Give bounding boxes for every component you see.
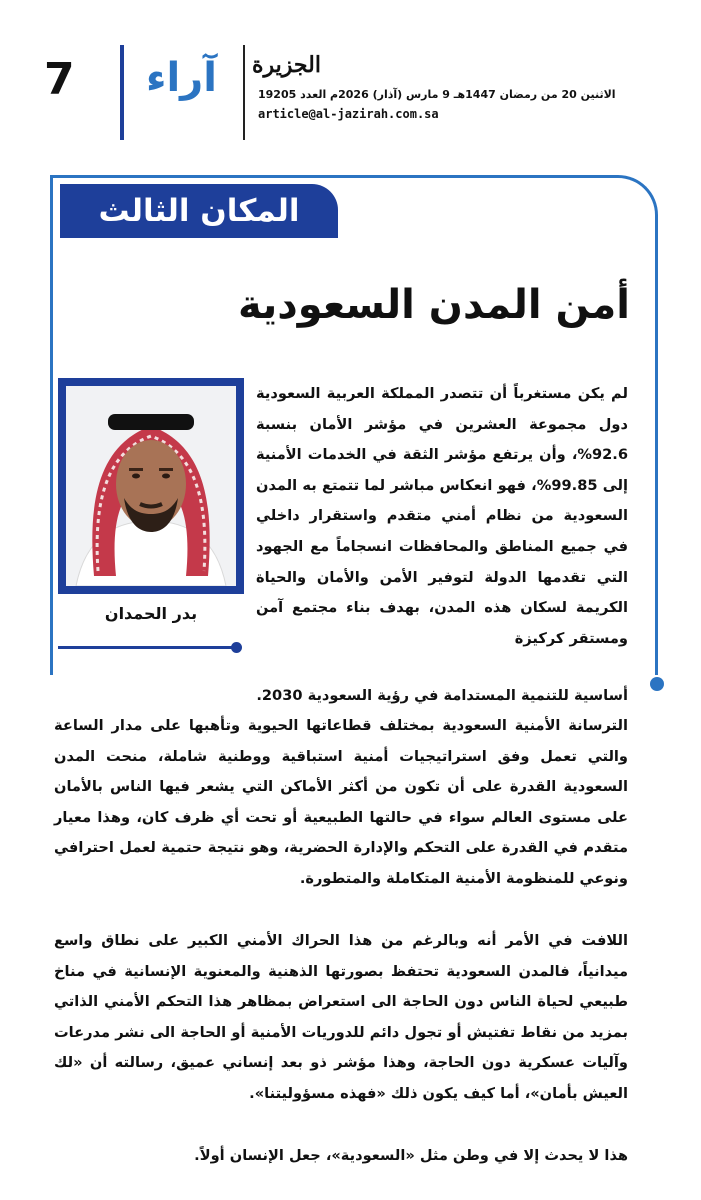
- column-name-tab: [60, 184, 338, 238]
- header-divider: [120, 45, 124, 140]
- article-intro-end: [54, 681, 628, 712]
- article-headline: أمن المدن السعودية: [237, 282, 630, 328]
- body-paragraph: هذا لا يحدث إلا في وطن مثل «السعودية»، جعل الإنسان أولاً.: [194, 1147, 628, 1164]
- contact-email[interactable]: article@al-jazirah.com.sa: [258, 107, 439, 121]
- author-name: بدر الحمدان: [104, 604, 198, 623]
- author-portrait-icon: [66, 386, 236, 586]
- author-underline: [58, 646, 238, 649]
- page-number: 7: [44, 54, 75, 105]
- author-underline-dot: [231, 642, 242, 653]
- author-photo: [66, 386, 236, 586]
- article-paragraph: [54, 1141, 628, 1172]
- header-divider: [243, 45, 245, 140]
- section-title: آراء: [146, 55, 217, 101]
- intro-paragraph-end: أساسية للتنمية المستدامة في رؤية السعودية 2030.: [256, 687, 628, 704]
- article-paragraph: [54, 926, 628, 1110]
- article-paragraph: [54, 711, 628, 895]
- body-paragraph: اللافت في الأمر أنه وبالرغم من هذا الحراك الأمني الكبير على نطاق واسع ميدانياً، فالمدن السعودية تحتفظ بصورتها الذهنية والمعنوية الإنسانية في مناخ طبيعي لحياة الناس دون الحاجة الى استعراض بمظاهر هذا التحكم الأمني الذاتي بمزيد من نقاط تفتيش أو تجول دائم للدوريات الأمنية أو الحاجة الى نشر مدرعات وآليات عسكرية دون الحاجة، وهذا مؤشر ذو بعد إنساني عميق، رسالته أن «لك العيش بأمان»، أما كيف يكون ذلك «فهذه مسؤوليتنا».: [54, 932, 628, 1102]
- issue-date-line: الاثنين 20 من رمضان 1447هـ 9 مارس (آذار) 2026م العدد 19205: [258, 88, 616, 101]
- body-paragraph: الترسانة الأمنية السعودية بمختلف قطاعاتها الحيوية وتأهبها على مدار الساعة والتي تعمل وفق استراتيجيات أمنية استباقية ووطنية شاملة، منحت المدن السعودية القدرة على أن تكون من أكثر الأماكن التي يشعر فيها الناس بالأمان على مستوى العالم سواء في حالتها الطبيعية أو تحت أي ظرف كان، وهذا معيار متقدم في القدرة على التحكم والإدارة الحضرية، وهو نتيجة حتمية لعمل احترافي ونوعي للمنظومة الأمنية المتكاملة والمتطورة.: [54, 717, 628, 887]
- intro-paragraph: لم يكن مستغرباً أن تتصدر المملكة العربية السعودية دول مجموعة العشرين في مؤشر الأمان بنسبة 92.6%، وأن يرتفع مؤشر الثقة في الخدمات الأمنية إلى 99.85%، فهو انعكاس مباشر لما تتمتع به المدن السعودية من نظام أمني متقدم واستقرار داخلي في جميع المناطق والمحافظات انسجاماً مع الجهود التي تقدمها الدولة لتوفير الأمن والأمان والحياة الكريمة لسكان هذه المدن، بهدف بناء مجتمع آمن ومستقر كركيزة: [256, 385, 629, 647]
- frame-end-dot: [650, 677, 664, 691]
- article-intro: [256, 379, 628, 654]
- column-name: المكان الثالث: [98, 193, 300, 229]
- newspaper-logo: الجزيرة: [252, 52, 321, 78]
